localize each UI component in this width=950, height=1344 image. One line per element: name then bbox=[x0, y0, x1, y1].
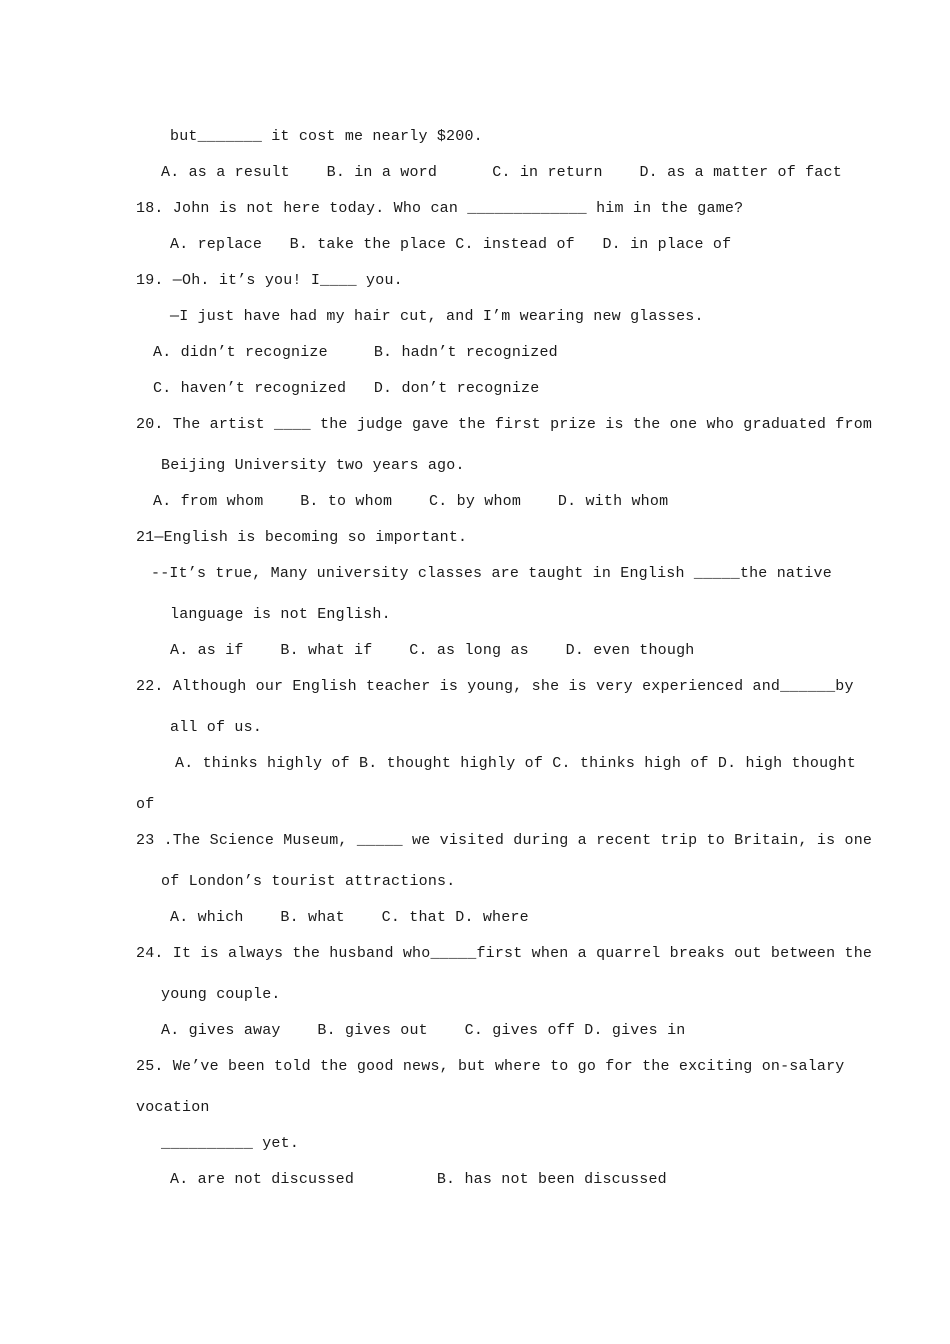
q25-blank-line: __________ yet. bbox=[161, 1135, 300, 1152]
q21-stem: 21—English is becoming so important. bbox=[136, 529, 468, 546]
q23-stem: 23 .The Science Museum, _____ we visited during a recent trip to Britain, is one bbox=[136, 832, 873, 849]
q20-stem: 20. The artist ____ the judge gave the first prize is the one who graduated from bbox=[136, 416, 873, 433]
q24-stem: 24. It is always the husband who_____first when a quarrel breaks out between the bbox=[136, 945, 873, 962]
q21-reply-cont: language is not English. bbox=[170, 606, 391, 623]
q19-options-ab: A. didn’t recognize B. hadn’t recognized bbox=[153, 344, 558, 361]
q22-stem: 22. Although our English teacher is young, she is very experienced and______by bbox=[136, 678, 854, 695]
q24-stem-cont: young couple. bbox=[161, 986, 281, 1003]
q19-stem: 19. —Oh. it’s you! I____ you. bbox=[136, 272, 403, 289]
q21-options: A. as if B. what if C. as long as D. even though bbox=[170, 642, 695, 659]
q17-options: A. as a result B. in a word C. in return D. as a matter of fact bbox=[161, 164, 842, 181]
q22-options: A. thinks highly of B. thought highly of C. thinks high of D. high thought bbox=[175, 755, 856, 772]
q22-stem-cont: all of us. bbox=[170, 719, 263, 736]
q21-reply: --It’s true, Many university classes are taught in English _____the native bbox=[151, 565, 832, 582]
q25-stem: 25. We’ve been told the good news, but where to go for the exciting on-salary bbox=[136, 1058, 845, 1075]
q19-options-cd: C. haven’t recognized D. don’t recognize bbox=[153, 380, 540, 397]
q25-options: A. are not discussed B. has not been discussed bbox=[170, 1171, 667, 1188]
q25-stem-cont: vocation bbox=[136, 1099, 210, 1116]
q19-reply: —I just have had my hair cut, and I’m wearing new glasses. bbox=[170, 308, 704, 325]
q23-options: A. which B. what C. that D. where bbox=[170, 909, 529, 926]
q20-options: A. from whom B. to whom C. by whom D. with whom bbox=[153, 493, 669, 510]
q18-options: A. replace B. take the place C. instead of D. in place of bbox=[170, 236, 732, 253]
q18-stem: 18. John is not here today. Who can _____________ him in the game? bbox=[136, 200, 744, 217]
q22-options-cont: of bbox=[136, 796, 155, 813]
q17-stem-line: but_______ it cost me nearly $200. bbox=[170, 128, 483, 145]
q20-stem-cont: Beijing University two years ago. bbox=[161, 457, 465, 474]
q24-options: A. gives away B. gives out C. gives off D. gives in bbox=[161, 1022, 686, 1039]
q23-stem-cont: of London’s tourist attractions. bbox=[161, 873, 456, 890]
